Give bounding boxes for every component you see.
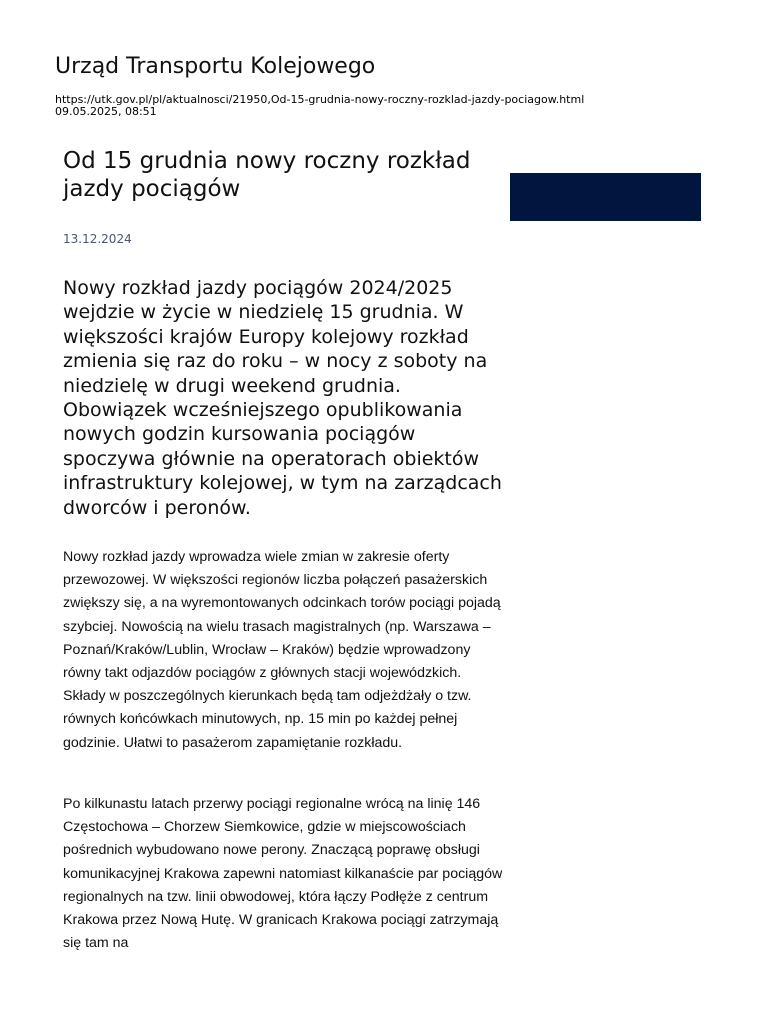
article-paragraph-1: Nowy rozkład jazdy wprowadza wiele zmian w zakresie oferty przewozowej. W większości regionów liczba połączeń pasażerskich zwiększy się, a na wyremontowanych odcinkach torów pociągi pojadą szybciej. Nowością na wielu trasach magistralnych (np. Warszawa – Poznań/Kraków/Lublin, Wrocław – Kraków) będzie wprowadzony równy takt odjazdów pociągów z głównych stacji wojewódzkich. Składy w poszczególnych kierunkach będą tam odjeżdżały o tzw. równych końcówkach minutowych, np. 15 min po każdej pełnej godzinie. Ułatwi to pasażerom zapamiętanie rozkładu. [63, 549, 501, 751]
page-url: https://utk.gov.pl/pl/aktualnosci/21950,Od-15-grudnia-nowy-roczny-rozklad-jazdy-pociagow.html [55, 93, 585, 106]
print-timestamp: 09.05.2025, 08:51 [55, 105, 157, 118]
article-paragraph-2: Po kilkunastu latach przerwy pociągi regionalne wrócą na linię 146 Częstochowa – Chorzew Siemkowice, gdzie w miejscowościach pośrednich wybudowano nowe perony. Znaczącą poprawę obsługi komunikacyjnej Krakowa zapewni natomiast kilkanaście par pociągów regionalnych na tzw. linii obwodowej, która łączy Podłęże z centrum Krakowa przez Nową Hutę. W granicach Krakowa pociągi zatrzymają się tam na [63, 796, 503, 952]
article-date: 13.12.2024 [63, 232, 132, 246]
print-meta [55, 94, 584, 118]
article-title: Od 15 grudnia nowy roczny rozkład jazdy pociągów [63, 148, 471, 202]
site-title: Urząd Transportu Kolejowego [55, 54, 376, 79]
article-lead: Nowy rozkład jazdy pociągów 2024/2025 wejdzie w życie w niedzielę 15 grudnia. W większości krajów Europy kolejowy rozkład zmienia się raz do roku – w nocy z soboty na niedzielę w drugi weekend grudnia. Obowiązek wcześniejszego opublikowania nowych godzin kursowania pociągów spoczywa głównie na operatorach obiektów infrastruktury kolejowej, w tym na zarządcach dworców i peronów. [63, 277, 502, 519]
header-banner-block [510, 173, 701, 221]
